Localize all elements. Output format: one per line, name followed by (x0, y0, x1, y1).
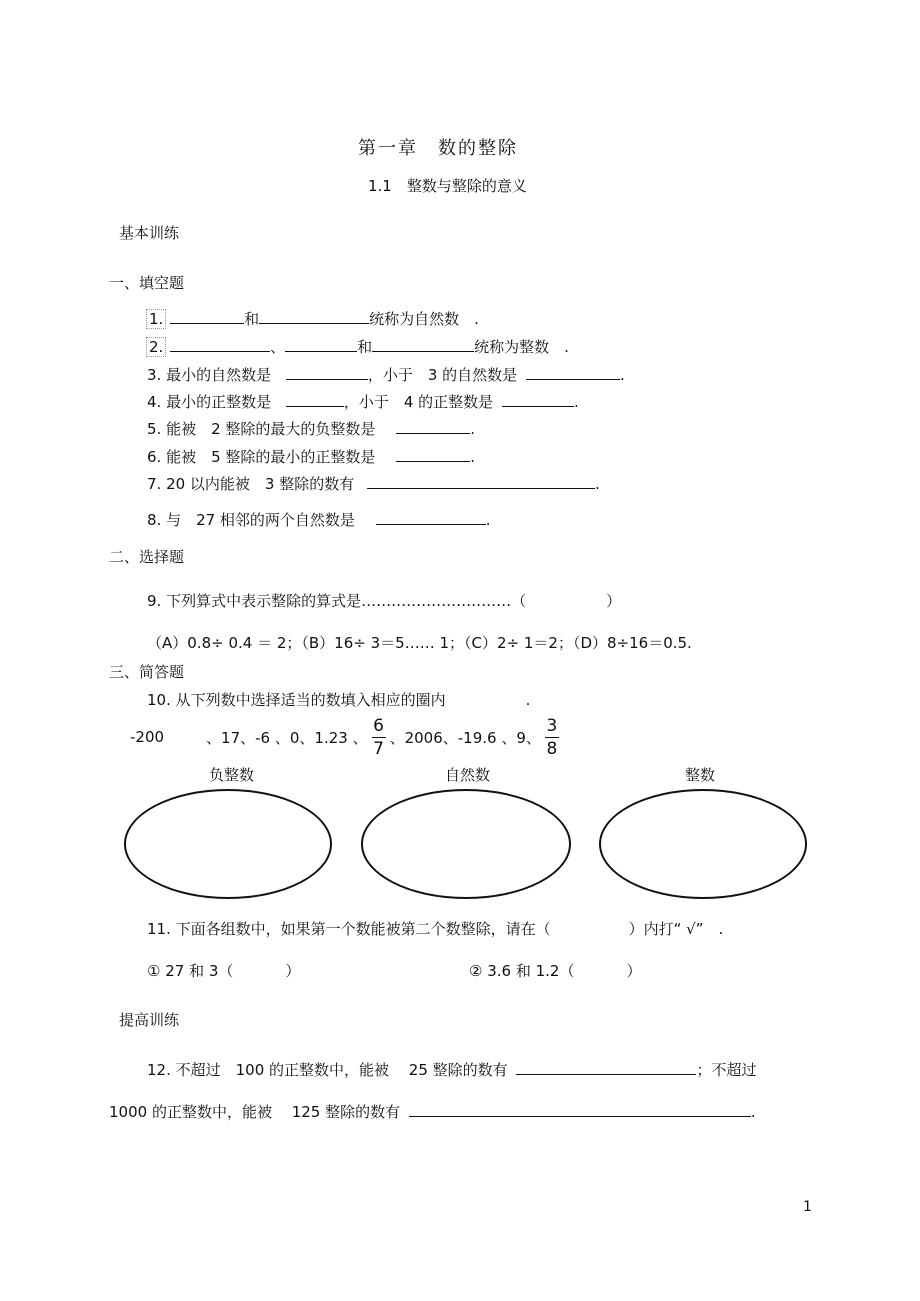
fraction-denominator: 7 (373, 738, 384, 759)
question-11 (147, 918, 723, 939)
question-text: 5. 能被 2 整除的最大的负整数是 (147, 420, 376, 438)
oval-label-natural-numbers: 自然数 (445, 766, 491, 784)
answer-blank[interactable] (376, 510, 486, 525)
question-7 (147, 473, 600, 494)
question-11-b (469, 960, 641, 981)
question-6 (147, 446, 475, 467)
question-9 (147, 590, 621, 611)
answer-blank[interactable] (396, 419, 470, 434)
question-12 (147, 1059, 756, 1080)
period: . (619, 366, 625, 384)
question-text: 9. 下列算式中表示整除的算式是…………………………（ (147, 592, 527, 610)
period: . (470, 420, 475, 438)
number-items: 、2006、-19.6 、9、 (389, 728, 541, 747)
question-text: ，小于 4 的正整数是 (343, 393, 494, 411)
question-12-line-2 (109, 1101, 756, 1122)
fraction-three-eighths (545, 715, 559, 760)
question-10 (147, 689, 530, 710)
conjunction: 和 (357, 338, 373, 356)
question-5 (147, 418, 475, 439)
close-paren: ） (285, 962, 301, 980)
answer-blank[interactable] (285, 337, 357, 352)
question-text: 7. 20 以内能被 3 整除的数有 (147, 475, 355, 493)
fraction-numerator: 6 (373, 715, 384, 736)
oval-natural-numbers[interactable] (361, 789, 571, 899)
oval-integers[interactable] (599, 789, 807, 899)
advanced-training-heading: 提高训练 (119, 1011, 180, 1029)
question-text: ，小于 3 的自然数是 (367, 366, 518, 384)
question-tail: ）内打“ √” . (628, 920, 724, 938)
fraction-six-sevenths (372, 715, 386, 760)
question-9-options: （A）0.8÷ 0.4 ＝ 2；（B）16÷ 3＝5…… 1；（C）2÷ 1＝2；（D）8÷16＝0.5. (147, 634, 692, 652)
pair-text: ② 3.6 和 1.2（ (469, 962, 575, 980)
question-1 (147, 308, 479, 329)
oval-label-integers: 整数 (685, 766, 716, 784)
question-tail: 统称为整数 . (474, 338, 569, 356)
answer-blank[interactable] (367, 474, 595, 489)
answer-blank[interactable] (286, 365, 368, 380)
period: . (595, 475, 600, 493)
question-2 (147, 336, 569, 357)
oval-label-negative-integers: 负整数 (209, 766, 255, 784)
section-title: 1.1 整数与整除的意义 (368, 177, 527, 195)
question-4 (147, 391, 579, 412)
period: . (485, 511, 491, 529)
answer-blank[interactable] (396, 447, 470, 462)
close-paren: ） (626, 962, 642, 980)
fraction-denominator: 8 (546, 738, 558, 759)
chapter-title: 第一章 数的整除 (358, 138, 518, 159)
answer-blank[interactable] (502, 392, 574, 407)
question-number: 1. (149, 310, 164, 328)
question-text: 6. 能被 5 整除的最小的正整数是 (147, 448, 376, 466)
question-text: 11. 下面各组数中，如果第一个数能被第二个数整除，请在（ (147, 920, 551, 938)
answer-blank[interactable] (516, 1060, 696, 1075)
answer-blank[interactable] (372, 337, 474, 352)
question-number: 2. (149, 338, 164, 356)
part-choice-heading: 二、选择题 (109, 548, 185, 566)
number-item: -200 (130, 728, 165, 746)
separator: 、 (270, 338, 286, 356)
part-short-answer-heading: 三、简答题 (109, 663, 185, 681)
question-tail: 统称为自然数 . (369, 310, 479, 328)
answer-blank[interactable] (286, 392, 344, 407)
part-fill-blank-heading: 一、填空题 (109, 274, 185, 292)
answer-blank[interactable] (259, 309, 369, 324)
question-text: 12. 不超过 100 的正整数中，能被 25 整除的数有 (147, 1061, 508, 1079)
period: . (525, 691, 531, 709)
close-paren: ） (606, 592, 622, 610)
question-text: 1000 的正整数中，能被 125 整除的数有 (109, 1103, 401, 1121)
question-text: ；不超过 (696, 1061, 757, 1079)
question-3 (147, 364, 625, 385)
question-text: 10. 从下列数中选择适当的数填入相应的圈内 (147, 691, 446, 709)
question-text: 8. 与 27 相邻的两个自然数是 (147, 511, 355, 529)
answer-blank[interactable] (170, 309, 244, 324)
oval-negative-integers[interactable] (124, 789, 332, 899)
question-text: 3. 最小的自然数是 (147, 366, 272, 384)
answer-blank[interactable] (526, 365, 620, 380)
number-list (130, 712, 563, 762)
fraction-numerator: 3 (546, 715, 558, 736)
answer-blank[interactable] (170, 337, 270, 352)
answer-blank[interactable] (409, 1102, 751, 1117)
basic-training-heading: 基本训练 (119, 224, 180, 242)
period: . (573, 393, 579, 411)
conjunction: 和 (244, 310, 260, 328)
question-text: 4. 最小的正整数是 (147, 393, 272, 411)
period: . (470, 448, 475, 466)
period: . (750, 1103, 756, 1121)
question-11-a (147, 960, 300, 981)
number-items: 、17、-6 、0、1.23 、 (206, 728, 368, 747)
pair-text: ① 27 和 3（ (147, 962, 234, 980)
question-8 (147, 509, 491, 530)
page-number: 1 (803, 1199, 812, 1215)
